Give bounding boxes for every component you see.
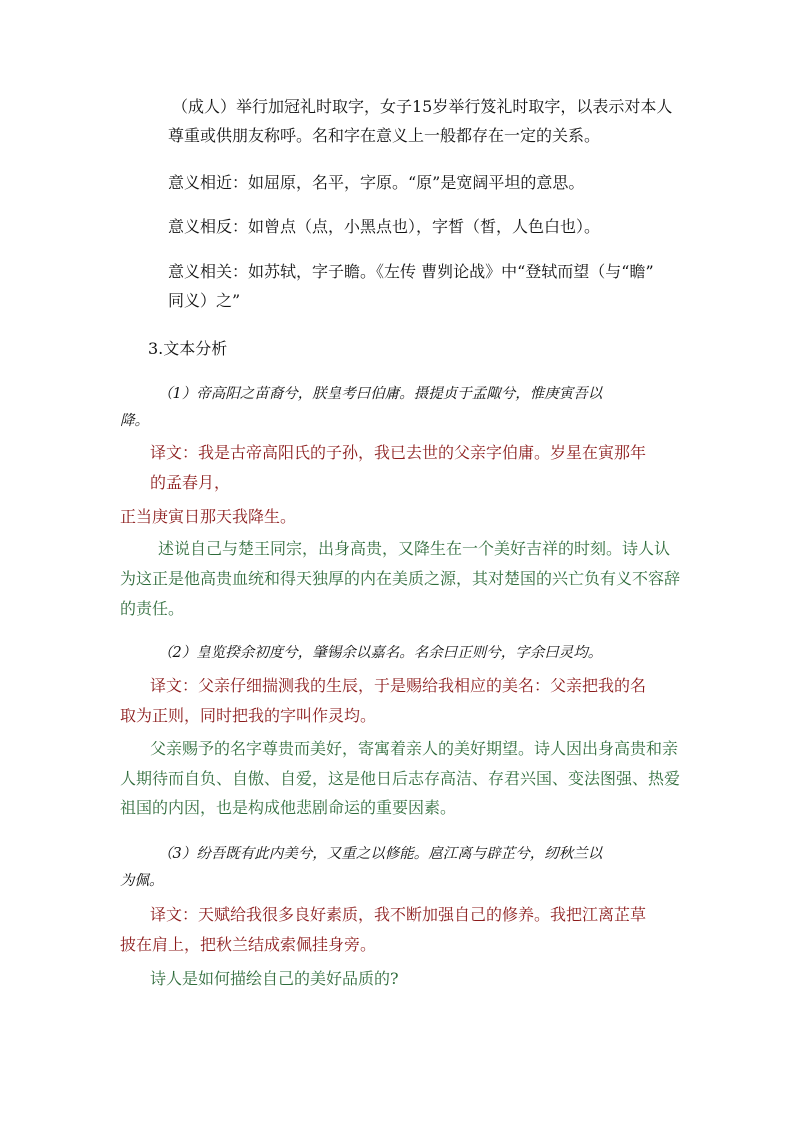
intro-line-1: （成人）举行加冠礼时取字，女子15岁举行笈礼时取字，以表示对本人 <box>172 97 673 116</box>
passage-3-question: 诗人是如何描绘自己的美好品质的? <box>150 969 399 988</box>
passage-2-translation-1: 译文：父亲仔细揣测我的生辰，于是赐给我相应的美名：父亲把我的名 <box>150 676 647 695</box>
intro-line-2: 尊重或供朋友称呼。名和字在意义上一般都存在一定的关系。 <box>168 126 601 145</box>
passage-2-analysis-1: 父亲赐予的名字尊贵而美好，寄寓着亲人的美好期望。诗人因出身高贵和亲 <box>150 739 679 758</box>
passage-1-translation-2: 的孟春月， <box>150 473 231 492</box>
meaning-opposite: 意义相反：如曾点（点，小黑点也），字皙（皙，人色白也）。 <box>168 217 601 236</box>
passage-2-analysis-2: 人期待而自负、自傲、自爱，这是他日后志存高洁、存君兴国、变法图强、热爱 <box>120 769 681 788</box>
passage-2-original-1: （2）皇览揆余初度兮，肇锡余以嘉名。名余曰正则兮，字余曰灵均。 <box>158 645 603 661</box>
passage-3-translation-1: 译文：天赋给我很多良好素质，我不断加强自己的修养。我把江离芷草 <box>150 905 647 924</box>
passage-1-analysis-3: 的责任。 <box>120 599 185 618</box>
passage-1-analysis-1: 述说自己与楚王同宗，出身高贵，又降生在一个美好吉祥的时刻。诗人认 <box>158 539 671 558</box>
section-heading: 3.文本分析 <box>148 339 228 358</box>
passage-3-translation-2: 披在肩上，把秋兰结成索佩挂身旁。 <box>120 935 377 954</box>
passage-1-analysis-2: 为这正是他高贵血统和得天独厚的内在美质之源，其对楚国的兴亡负有义不容辞 <box>120 569 681 588</box>
passage-2-translation-2: 取为正则，同时把我的字叫作灵均。 <box>120 706 377 725</box>
meaning-similar: 意义相近：如屈原，名平，字原。“原”是宽阔平坦的意思。 <box>168 173 585 192</box>
passage-3-original-2: 为佩。 <box>120 873 164 889</box>
passage-1-original-1: （1）帝高阳之苗裔兮，朕皇考曰伯庸。摄提贞于孟陬兮，惟庚寅吾以 <box>158 386 603 402</box>
passage-1-translation-1: 译文：我是古帝高阳氏的子孙，我已去世的父亲字伯庸。岁星在寅那年 <box>150 443 647 462</box>
passage-1-original-2: 降。 <box>120 413 149 429</box>
passage-1-translation-3: 正当庚寅日那天我降生。 <box>120 507 297 526</box>
meaning-related-2: 同义）之” <box>168 291 241 310</box>
meaning-related-1: 意义相关：如苏轼，字子瞻。《左传 曹刿论战》中“登轼而望（与“瞻” <box>168 262 654 281</box>
passage-2-analysis-3: 祖国的内因，也是构成他悲剧命运的重要因素。 <box>120 798 457 817</box>
passage-3-original-1: （3）纷吾既有此内美兮，又重之以修能。扈江离与辟芷兮，纫秋兰以 <box>158 846 603 862</box>
